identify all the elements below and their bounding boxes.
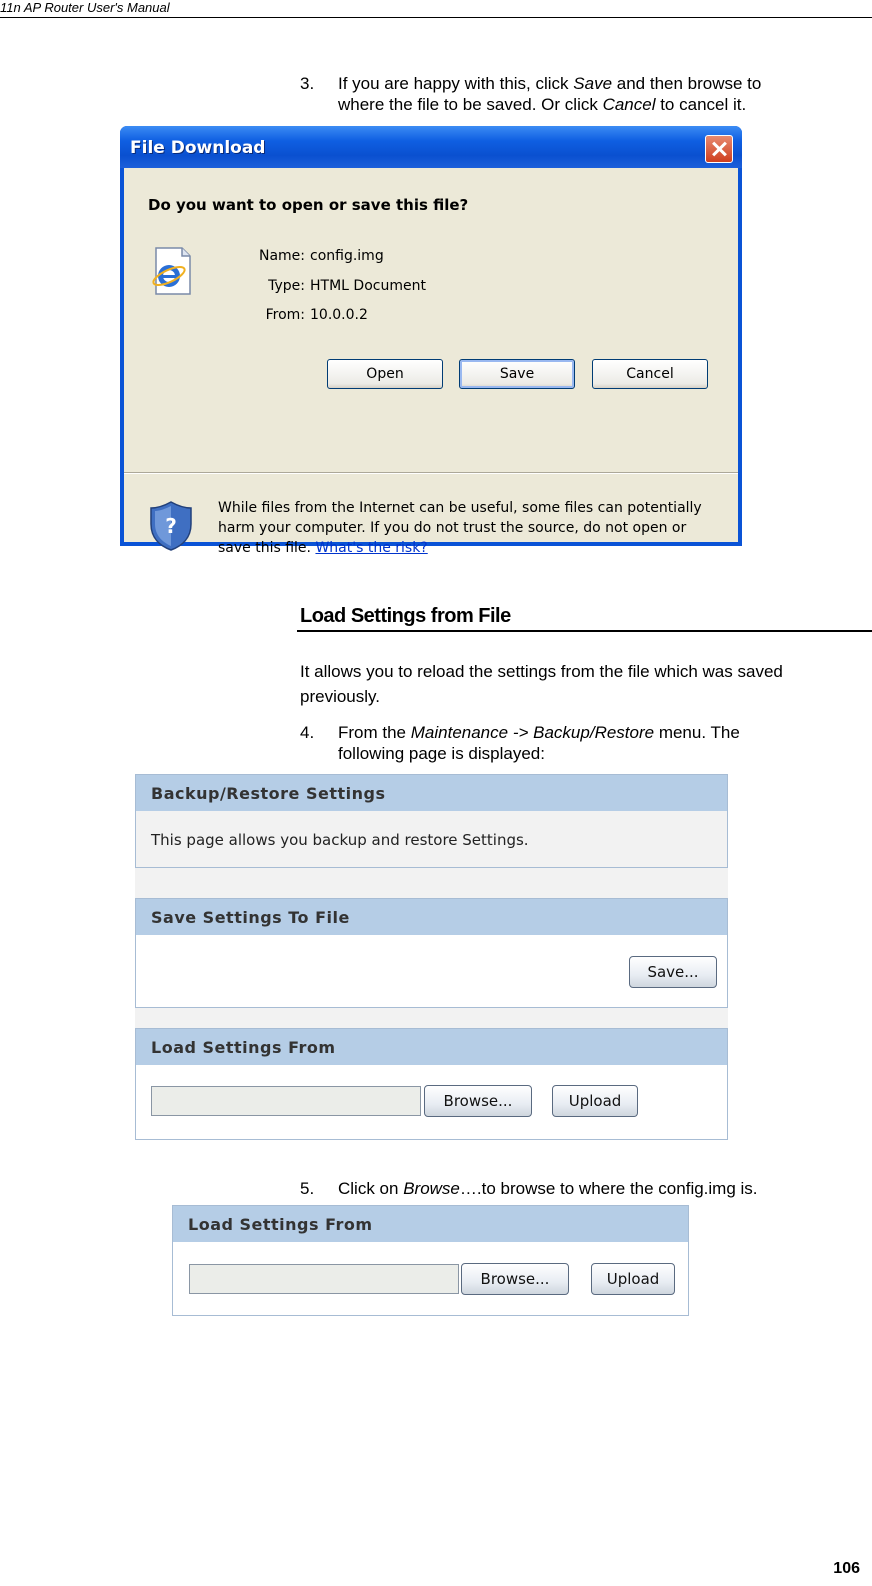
step-text: If you are happy with this, click Save and then browse to where the file to be saved. Or click Cancel to cancel it. [338, 74, 762, 114]
dialog-question: Do you want to open or save this file? [148, 196, 469, 214]
panel-description: This page allows you backup and restore Settings. [151, 831, 529, 849]
backup-restore-panel [135, 774, 728, 868]
dialog-titlebar[interactable] [120, 126, 742, 168]
panel-title: Load Settings From [136, 1029, 727, 1065]
from-value: 10.0.0.2 [310, 307, 368, 323]
shield-question-icon [148, 500, 194, 552]
name-label: Name: [258, 248, 305, 264]
cancel-button[interactable]: Cancel [592, 359, 708, 389]
section-heading: Load Settings from File [300, 605, 511, 627]
step-number: 3. [300, 74, 315, 93]
header-rule [0, 17, 872, 18]
step-5 [300, 1178, 860, 1200]
panel-title: Load Settings From [173, 1206, 688, 1242]
save-settings-panel [135, 898, 728, 1008]
close-icon[interactable] [705, 135, 733, 163]
running-header: 11n AP Router User's Manual [0, 0, 170, 15]
upload-button[interactable]: Upload [591, 1263, 675, 1295]
name-value: config.img [310, 248, 384, 264]
file-path-input[interactable] [189, 1264, 459, 1294]
dialog-warning: While files from the Internet can be useful, some files can potentially harm your computer. If you do not trust the source, do not open or save this file. What's the risk? [218, 500, 702, 556]
step-3 [300, 73, 860, 117]
upload-button[interactable]: Upload [552, 1085, 638, 1117]
panel-title: Backup/Restore Settings [136, 775, 727, 811]
panel-gap [135, 1008, 728, 1028]
ie-document-icon [148, 246, 198, 298]
open-button[interactable]: Open [327, 359, 443, 389]
page-number: 106 [833, 1560, 860, 1577]
load-settings-panel-cropped [172, 1205, 689, 1316]
browse-button[interactable]: Browse... [424, 1085, 532, 1117]
step-number: 5. [300, 1179, 315, 1198]
step-text: From the Maintenance -> Backup/Restore menu. The following page is displayed: [338, 723, 740, 763]
step-4 [300, 722, 860, 766]
type-value: HTML Document [310, 278, 426, 294]
section-paragraph: It allows you to reload the settings from the file which was saved previously. [300, 662, 783, 706]
section-rule [297, 630, 872, 632]
whats-the-risk-link[interactable]: What's the risk? [315, 540, 428, 556]
browse-button[interactable]: Browse... [461, 1263, 569, 1295]
dialog-separator [124, 472, 738, 474]
save-settings-button[interactable]: Save... [629, 956, 717, 988]
save-button[interactable]: Save [459, 359, 575, 389]
step-text: Click on Browse….to browse to where the config.img is. [338, 1179, 758, 1198]
file-path-input[interactable] [151, 1086, 421, 1116]
dialog-body [124, 168, 738, 556]
load-settings-panel [135, 1028, 728, 1140]
dialog-title: File Download [130, 138, 266, 158]
svg-text:?: ? [165, 514, 177, 538]
file-download-dialog [120, 126, 742, 556]
step-number: 4. [300, 723, 315, 742]
from-label: From: [265, 307, 305, 323]
panel-title: Save Settings To File [136, 899, 727, 935]
type-label: Type: [268, 278, 305, 294]
panel-gap [135, 868, 728, 898]
